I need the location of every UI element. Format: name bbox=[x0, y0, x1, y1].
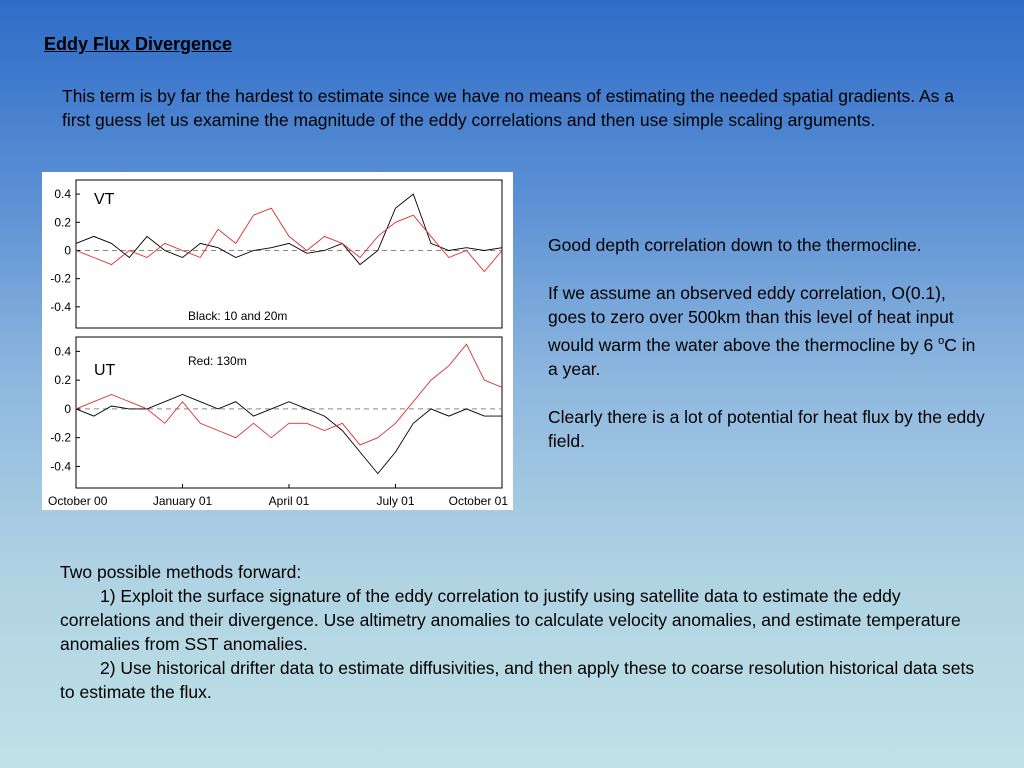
panel-annotation-1: Black: 10 and 20m bbox=[188, 309, 288, 323]
x-tick-label: October 01 bbox=[448, 494, 508, 508]
y-tick-label: 0.2 bbox=[54, 373, 71, 388]
eddy-correlation-figure bbox=[42, 172, 513, 510]
series-line-1-1 bbox=[76, 194, 502, 265]
scaling-text-part-b: C in a year. bbox=[548, 334, 976, 379]
panel-label-ut: UT bbox=[94, 362, 116, 379]
scaling-text-part-a: If we assume an observed eddy correlation, O(0.1), goes to zero over 500km than this level of heat input would warm the water above the thermocline by 6 bbox=[548, 283, 954, 355]
x-tick-label: January 01 bbox=[152, 494, 213, 508]
depth-correlation-text: Good depth correlation down to the thermocline. bbox=[548, 235, 922, 255]
right-text-block bbox=[548, 233, 988, 477]
x-tick-label: July 01 bbox=[376, 494, 415, 508]
panel-label-vt: VT bbox=[94, 191, 115, 208]
y-tick-label: 0 bbox=[64, 243, 71, 258]
potential-heat-flux-text: Clearly there is a lot of potential for heat flux by the eddy field. bbox=[548, 406, 985, 451]
methods-block bbox=[60, 560, 980, 704]
eddy-correlation-chart bbox=[42, 172, 513, 510]
x-tick-label: October 00 bbox=[48, 494, 108, 508]
scaling-argument-text bbox=[548, 281, 988, 381]
y-tick-label: -0.2 bbox=[50, 271, 71, 286]
panel-annotation-2: Red: 130m bbox=[188, 354, 247, 368]
panel-frame-1 bbox=[76, 180, 502, 328]
y-tick-label: -0.4 bbox=[50, 459, 71, 474]
y-tick-label: -0.2 bbox=[50, 430, 71, 445]
method-2-text: 2) Use historical drifter data to estimate diffusivities, and then apply these to coarse resolution historical data sets to estimate the flux. bbox=[60, 658, 975, 702]
series-line-2-2 bbox=[76, 344, 502, 445]
y-tick-label: 0.2 bbox=[54, 215, 71, 230]
series-line-1-2 bbox=[76, 208, 502, 271]
intro-paragraph: This term is by far the hardest to estimate since we have no means of estimating the needed spatial gradients. As a first guess let us examine the magnitude of the eddy correlations and then use simple scaling arguments. bbox=[62, 86, 955, 130]
slide-title: Eddy Flux Divergence bbox=[44, 34, 233, 54]
x-tick-label: April 01 bbox=[268, 494, 310, 508]
methods-heading: Two possible methods forward: bbox=[60, 562, 302, 582]
y-tick-label: 0.4 bbox=[54, 187, 71, 202]
y-tick-label: 0 bbox=[64, 401, 71, 416]
y-tick-label: 0.4 bbox=[54, 344, 71, 359]
y-tick-label: -0.4 bbox=[50, 299, 71, 314]
method-1-text: 1) Exploit the surface signature of the eddy correlation to justify using satellite data to estimate the eddy correlations and their divergence. Use altimetry anomalies to calculate velocity anomalies, and estimate temperature anomalies from SST anomalies. bbox=[60, 586, 961, 654]
panel-frame-2 bbox=[76, 337, 502, 488]
degree-superscript: o bbox=[938, 335, 945, 347]
